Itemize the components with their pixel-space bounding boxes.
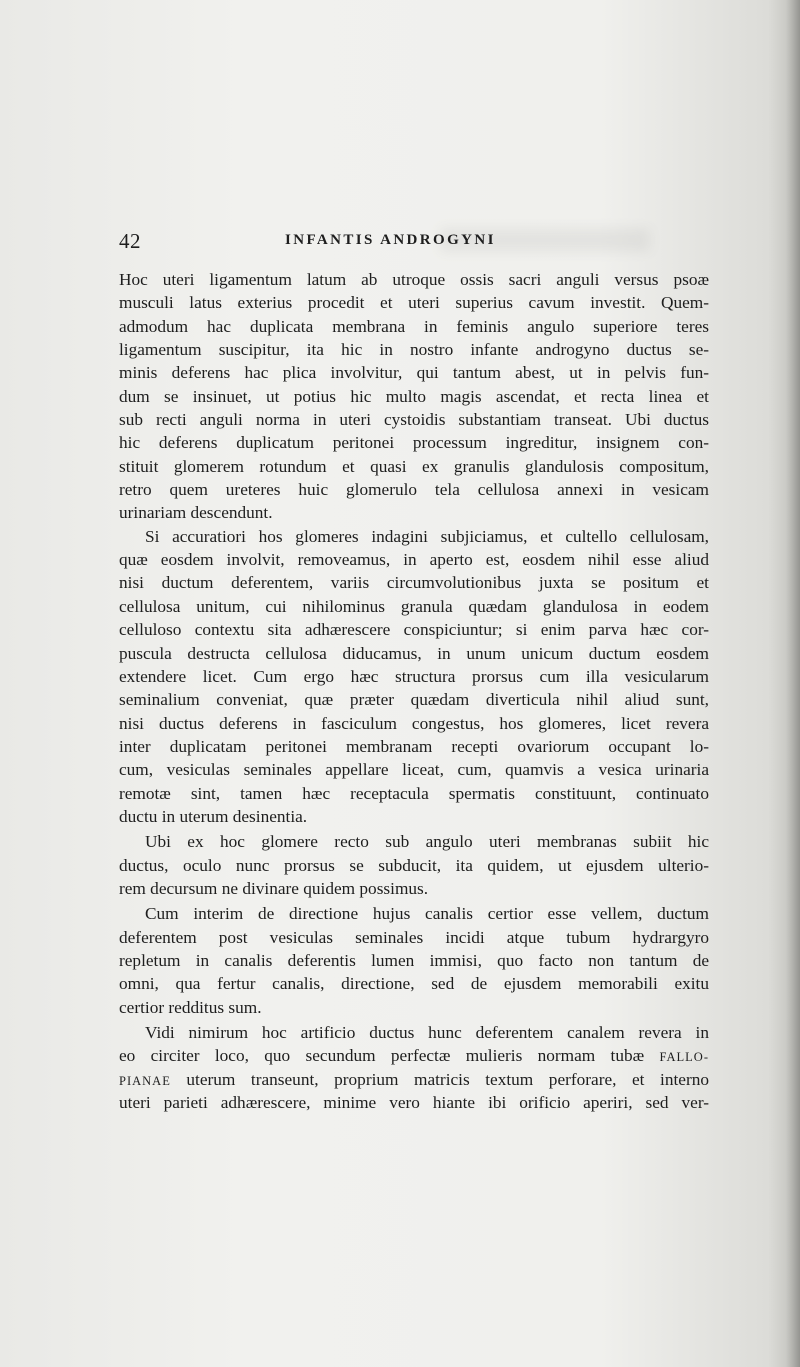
text-line: retro quem ureteres huic glomerulo tela cellulosa annexi in vesicam [119,480,709,500]
text-line: Vidi nimirum hoc artificio ductus hunc deferentem canalem revera in [145,1023,709,1042]
text-segment: eo circiter loco, quo secundum perfectæ mulieris normam tubæ [119,1046,660,1066]
text-line: urinariam descendunt. [119,503,273,523]
text-line: omni, qua fertur canalis, directione, sed de ejusdem memorabili exitu [119,974,709,994]
text-line: cum, vesiculas seminales appellare liceat, cum, quamvis a vesica urinaria [119,760,709,780]
text-line: remotæ sint, tamen hæc receptacula spermatis constituunt, continuato [119,783,709,803]
text-line: ligamentum suscipitur, ita hic in nostro infante androgyno ductus se- [119,340,709,360]
page-number: 42 [119,229,141,253]
text-line: hic deferens duplicatum peritonei processum ingreditur, insignem con- [119,433,709,453]
text-line: Si accuratiori hos glomeres indagini subjiciamus, et cultello cellulosam, [145,526,709,546]
text-line: minis deferens hac plica involvitur, qui tantum abest, ut in pelvis fun- [119,363,709,383]
text-line: repletum in canalis deferentis lumen immisi, quo facto non tantum de [119,950,709,970]
text-line: Ubi ex hoc glomere recto sub angulo uteri membranas subiit hic [145,832,709,852]
text-line: deferentem post vesiculas seminales incidi atque tubum hydrargyro [119,927,709,947]
text-line: stituit glomerem rotundum et quasi ex granulis glandulosis compositum, [119,456,709,476]
text-line: Cum interim de directione hujus canalis certior esse vellem, ductum [145,904,709,924]
text-line: seminalium conveniat, quæ præter quædam diverticula nihil aliud sunt, [119,690,709,710]
body-text [119,268,709,1114]
text-line: Hoc uteri ligamentum latum ab utroque ossis sacri anguli versus psoæ [119,270,709,289]
text-line: nisi ductus deferens in fasciculum congestus, hos glomeres, licet revera [119,713,709,733]
text-line: extendere licet. Cum ergo hæc structura prorsus cum illa vesicularum [119,666,709,686]
text-line: nisi ductum deferentem, variis circumvolutionibus juxta se positum et [119,573,709,593]
page-header [119,229,709,255]
small-caps-name: PIANAE [119,1073,171,1088]
small-caps-name: FALLO- [659,1050,709,1065]
text-line: dum se insinuet, ut potius hic multo magis ascendat, et recta linea et [119,386,709,406]
text-line [119,1068,709,1091]
text-line: inter duplicatam peritonei membranam recepti ovariorum occupant lo- [119,736,709,756]
text-line: uteri parieti adhærescere, minime vero hiante ibi orificio aperiri, sed ver- [119,1093,709,1113]
text-line: celluloso contextu sita adhærescere conspiciuntur; si enim parva hæc cor- [119,620,709,640]
text-line: certior redditus sum. [119,997,262,1017]
text-line: sub recti anguli norma in uteri cystoidis substantiam transeat. Ubi ductus [119,410,709,430]
text-line: ductus, oculo nunc prorsus se subducit, ita quidem, ut ejusdem ulterio- [119,855,709,875]
text-line: cellulosa unitum, cui nihilominus granula quædam glandulosa in eodem [119,596,709,616]
text-segment: uterum transeunt, proprium matricis textum perforare, et interno [170,1069,709,1089]
text-line: rem decursum ne divinare quidem possimus. [119,878,429,898]
text-line [119,1044,709,1067]
running-head: INFANTIS ANDROGYNI [285,232,496,248]
text-line: musculi latus exterius procedit et uteri superius cavum investit. Quem- [119,293,709,313]
text-line: puscula destructa cellulosa diducamus, in unum unicum ductum eosdem [119,643,709,663]
page-edge-shadow [786,0,800,1367]
text-line: quæ eosdem involvit, removeamus, in aperto est, eosdem nihil esse aliud [119,550,709,570]
text-line: ductu in uterum desinentia. [119,806,308,826]
text-line: admodum hac duplicata membrana in feminis angulo superiore teres [119,316,709,336]
